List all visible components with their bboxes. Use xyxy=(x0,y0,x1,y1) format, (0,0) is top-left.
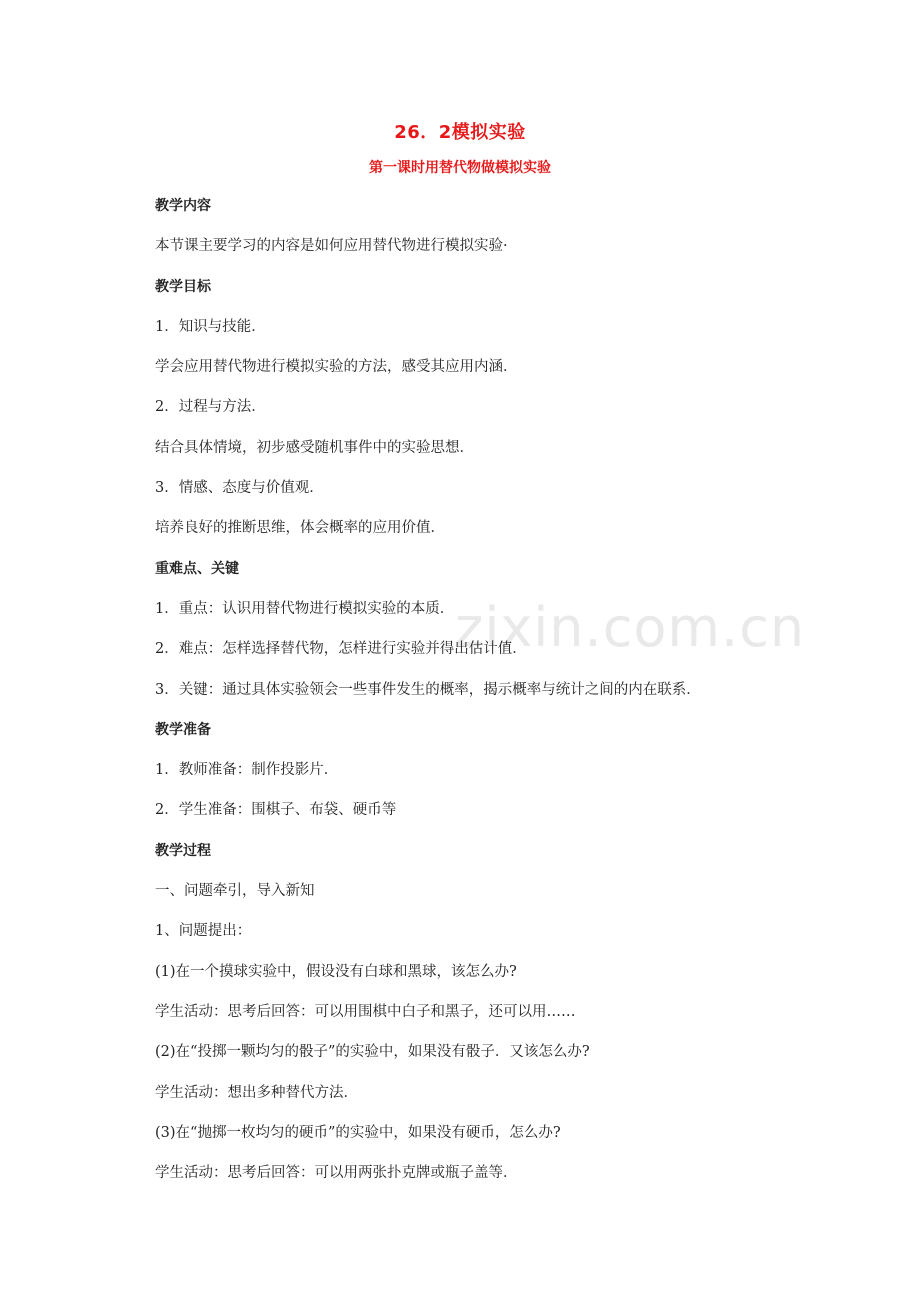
paragraph-line: (1)在一个摸球实验中，假设没有白球和黑球，该怎么办? xyxy=(155,963,517,980)
paragraph-line: 3．关键：通过具体实验领会一些事件发生的概率，揭示概率与统计之间的内在联系． xyxy=(155,681,701,698)
paragraph-line: 本节课主要学习的内容是如何应用替代物进行模拟实验· xyxy=(155,238,508,255)
paragraph-line: 2．学生准备：围棋子、布袋、硬币等 xyxy=(155,802,397,819)
document-body xyxy=(155,192,795,1199)
section-heading: 教学准备 xyxy=(155,721,211,738)
paragraph-line: 1．教师准备：制作投影片． xyxy=(155,762,339,779)
paragraph-line: 培养良好的推断思维，体会概率的应用价值． xyxy=(155,520,445,537)
paragraph-line: 1、问题提出： xyxy=(155,923,252,940)
document-title: 26．2模拟实验 xyxy=(394,122,526,143)
paragraph-line: 1．重点：认识用替代物进行模拟实验的本质． xyxy=(155,600,455,617)
paragraph-line: 2．过程与方法． xyxy=(155,399,266,416)
section-heading: 重难点、关键 xyxy=(155,560,239,577)
watermark: zixin.com.cn xyxy=(455,596,806,659)
paragraph-line: 1．知识与技能． xyxy=(155,318,266,335)
paragraph-line: (3)在“抛掷一枚均匀的硬币”的实验中，如果没有硬币，怎么办? xyxy=(155,1124,561,1141)
paragraph-line: 学会应用替代物进行模拟实验的方法，感受其应用内涵． xyxy=(155,359,518,376)
section-heading: 教学目标 xyxy=(155,278,211,295)
section-heading: 教学过程 xyxy=(155,842,211,859)
paragraph-line: 3．情感、态度与价值观． xyxy=(155,480,324,497)
paragraph-line: (2)在“投掷一颗均匀的骰子”的实验中，如果没有骰子．又该怎么办? xyxy=(155,1044,590,1061)
section-heading: 教学内容 xyxy=(155,198,211,214)
paragraph-line: 一、问题牵引，导入新知 xyxy=(155,883,315,900)
paragraph-line: 结合具体情境，初步感受随机事件中的实验思想． xyxy=(155,439,474,456)
paragraph-line: 学生活动：思考后回答：可以用围棋中白子和黑子，还可以用…… xyxy=(155,1003,576,1020)
document-subtitle: 第一课时用替代物做模拟实验 xyxy=(369,160,551,176)
paragraph-line: 2．难点：怎样选择替代物，怎样进行实验并得出估计值． xyxy=(155,641,527,658)
paragraph-line: 学生活动：想出多种替代方法． xyxy=(155,1084,358,1101)
paragraph-line: 学生活动：思考后回答：可以用两张扑克牌或瓶子盖等． xyxy=(155,1165,518,1182)
